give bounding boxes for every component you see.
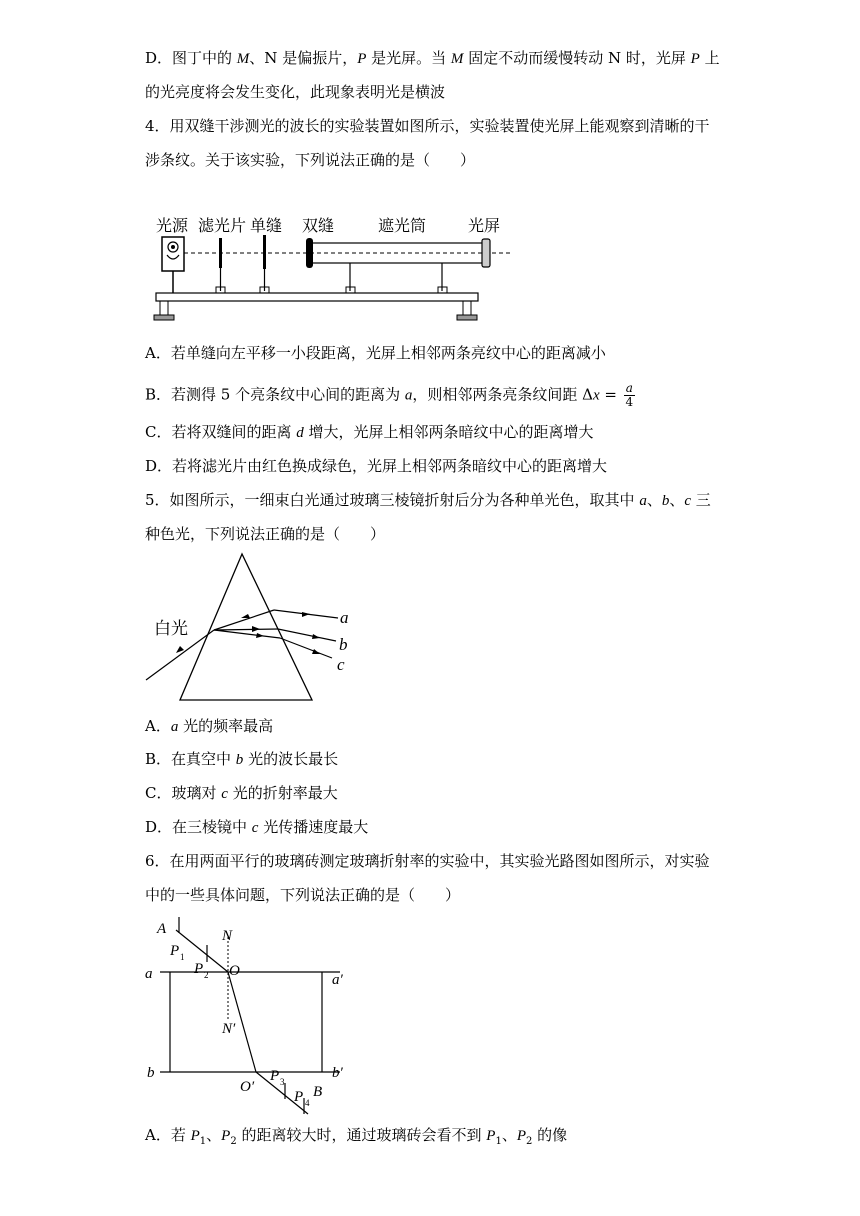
label-ray-a: a <box>340 608 349 627</box>
q4-option-c: C．若将双缝间的距离 d 增大，光屏上相邻两条暗纹中心的距离增大 <box>145 423 594 441</box>
q6-option-a: A．若 $P_1$、$P_2$ 的距离较大时，通过玻璃砖会看不到 $P_1$、$P_2$ 的像 <box>145 1126 568 1147</box>
label-A: A <box>157 921 167 937</box>
label-screen: 光屏 <box>468 218 501 235</box>
svg-text:2: 2 <box>204 970 209 980</box>
label-N: N <box>222 928 233 944</box>
filter <box>219 238 222 268</box>
q6-stem-line2: 中的一些具体问题，下列说法正确的是（ ） <box>145 886 461 904</box>
q5-option-b: B．在真空中 b 光的波长最长 <box>145 750 339 768</box>
glass-block-refraction-figure <box>140 915 360 1108</box>
q3-option-d-line2: 的光亮度将会发生变化，此现象表明光是横波 <box>145 83 446 101</box>
prism <box>180 554 312 700</box>
label-filter: 滤光片 <box>198 218 247 235</box>
q5-stem-line1: 5．如图所示，一细束白光通过玻璃三棱镜折射后分为各种单光色，取其中 a、b、c 三 <box>145 491 711 509</box>
q5-option-a: A．a 光的频率最高 <box>145 717 274 735</box>
q5-option-c: C．玻璃对 c 光的折射率最大 <box>145 784 338 802</box>
prism-dispersion-figure <box>140 550 370 710</box>
svg-text:3: 3 <box>280 1077 285 1087</box>
q5-option-d: D．在三棱镜中 c 光传播速度最大 <box>145 818 369 836</box>
q4-option-b: B．若测得 5 个亮条纹中心间的距离为 a，则相邻两条亮条纹间距 Δx = $\frac{a}{4}$ <box>145 381 634 409</box>
label-single-slit: 单缝 <box>250 218 283 235</box>
fraction-a-over-4: $\frac{a}{4}$ <box>625 381 634 409</box>
q5-stem-line2: 种色光，下列说法正确的是（ ） <box>145 525 386 543</box>
base-rail <box>156 293 478 301</box>
q4-stem-line1: 4．用双缝干涉测光的波长的实验装置如图所示，实验装置使光屏上能观察到清晰的干 <box>145 117 710 135</box>
label-N-prime: N′ <box>222 1021 236 1037</box>
q4-stem-line2: 涉条纹。关于该实验，下列说法正确的是（ ） <box>145 151 476 169</box>
q6-stem-line1: 6．在用两面平行的玻璃砖测定玻璃折射率的实验中，其实验光路图如图所示，对实验 <box>145 852 710 870</box>
double-slit-apparatus-figure <box>150 205 501 330</box>
q4-option-a: A．若单缝向左平移一小段距离，光屏上相邻两条亮纹中心的距离减小 <box>145 344 606 362</box>
label-P3: P <box>270 1068 280 1084</box>
label-b: b <box>147 1065 155 1081</box>
label-tube: 遮光筒 <box>378 218 427 235</box>
screen <box>482 239 490 267</box>
label-P1: P <box>170 943 180 959</box>
label-ray-c: c <box>337 655 345 674</box>
q4-option-d: D．若将滤光片由红色换成绿色，光屏上相邻两条暗纹中心的距离增大 <box>145 457 608 475</box>
label-a: a <box>145 966 153 982</box>
svg-text:4: 4 <box>305 1098 310 1108</box>
label-O-prime: O′ <box>240 1079 255 1095</box>
label-white-light: 白光 <box>154 619 188 638</box>
svg-text:1: 1 <box>180 952 185 962</box>
label-P2: P <box>194 961 204 977</box>
label-B: B <box>313 1084 323 1100</box>
label-source: 光源 <box>156 218 189 235</box>
single-slit <box>263 235 266 269</box>
label-b-prime: b′ <box>332 1065 343 1081</box>
label-ray-b: b <box>339 635 348 654</box>
label-a-prime: a′ <box>332 972 343 988</box>
label-P4: P <box>294 1089 304 1105</box>
label-O: O <box>229 963 240 979</box>
q3-option-d-line1: D．图丁中的 M、N 是偏振片，P 是光屏。当 M 固定不动而缓慢转动 N 时，光屏 P 上 <box>145 49 720 67</box>
label-double-slit: 双缝 <box>302 218 335 235</box>
